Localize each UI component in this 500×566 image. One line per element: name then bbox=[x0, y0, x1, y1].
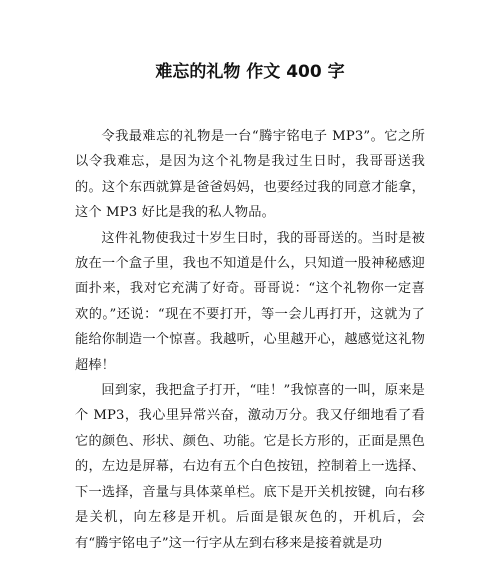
paragraph-3: 回到家，我把盒子打开，“哇！”我惊喜的一叫，原来是个 MP3，我心里异常兴奋，激动万分。我又仔细地看了看它的颜色、形状、颜色、功能。它是长方形的，正面是黑色的，左边是屏幕，右边有五个白色按钮，控制着上一选择、下一选择，音量与具体菜单栏。底下是开关机按键，向右移是关机，向左移是开机。后面是银灰色的，开机后，会有“腾宇铭电子”这一行字从左到右移来是接着就是功 bbox=[75, 383, 425, 551]
paragraph-1: 令我最难忘的礼物是一台“腾宇铭电子 MP3”。它之所以令我难忘，是因为这个礼物是我过生日时，我哥哥送我的。这个东西就算是爸爸妈妈，也要经过我的同意才能拿，这个 MP3 好比是我的私人物品。 bbox=[75, 129, 425, 221]
essay-body bbox=[75, 124, 425, 556]
essay-title: 难忘的礼物 作文 400 字 bbox=[155, 62, 345, 82]
paragraph-2: 这件礼物使我过十岁生日时，我的哥哥送的。当时是被放在一个盒子里，我也不知道是什么，只知道一股神秘感迎面扑来，我对它充满了好奇。哥哥说：“这个礼物你一定喜欢的。”还说：“现在不要打开，等一会儿再打开，这就为了能给你制造一个惊喜。我越听，心里越开心，越感觉这礼物超棒！ bbox=[75, 230, 425, 373]
